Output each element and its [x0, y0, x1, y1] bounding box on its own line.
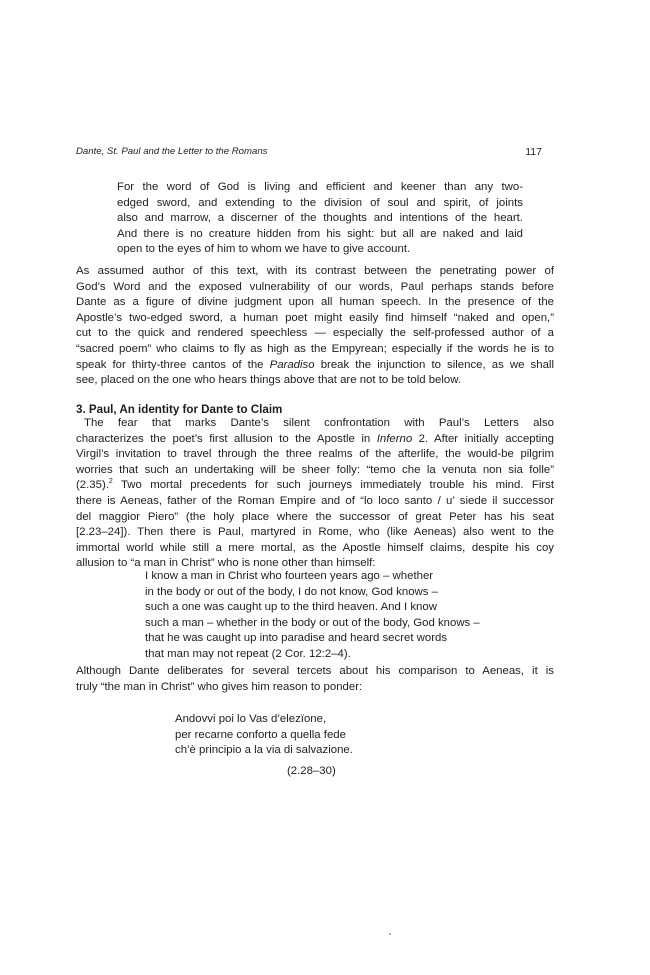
block-quote-hebrews: [117, 180, 523, 258]
paragraph-paul-author: [76, 264, 554, 389]
verse-line: Andovvi poi lo Vas d’elezïone,: [175, 713, 327, 725]
quote-line: such a one was caught up to the third heaven. And I know: [145, 601, 437, 614]
verse-quote: [175, 712, 475, 759]
quote-line: that he was caught up into paradise and heard secret words: [145, 632, 448, 645]
quote-line: such a man – whether in the body or out of the body, God knows –: [145, 616, 480, 629]
paragraph-line: cut to the quick and rendered speechless — especially the self-professed author of a: [76, 327, 554, 340]
text-run: Two mortal precedents for such journeys immediately trouble his mind. First: [112, 479, 554, 492]
italic-title-paradiso: Paradiso: [269, 358, 315, 371]
running-head-title: Dante, St. Paul and the Letter to the Romans: [76, 146, 268, 157]
running-head: [76, 145, 542, 159]
quote-line: also and marrow, a discerner of the thoughts and intentions of the heart.: [117, 212, 523, 225]
paragraph-line: see, placed on the one who hears things above that are not to be told below.: [76, 374, 462, 387]
paragraph-line: Virgil’s invitation to travel through the three realms of the afterlife, the would-be pilgrim: [76, 448, 554, 461]
italic-title-inferno: Inferno: [376, 432, 413, 445]
paragraph-fear: [76, 416, 554, 572]
paragraph-line: worries that such an undertaking will be sheer folly: “temo che la venuta non sia folle”: [76, 463, 554, 476]
paragraph-line: [76, 478, 554, 494]
verse-citation: (2.28–30): [287, 765, 336, 777]
scan-speck: [389, 933, 391, 935]
paragraph-line: As assumed author of this text, with its contrast between the penetrating power of: [76, 265, 554, 277]
verse-line: per recarne conforto a quella fede: [175, 728, 346, 741]
paragraph-line: immortal world while still a mere mortal, as the Apostle himself claims, despite his coy: [76, 541, 554, 554]
paragraph-line: [76, 358, 554, 374]
quote-line: in the body or out of the body, I do not know, God knows –: [145, 585, 438, 598]
text-run: (2.35).: [76, 479, 109, 492]
footnote-marker: 2: [108, 478, 113, 486]
text-run: break the injunction to silence, as we shall: [314, 358, 554, 371]
paragraph-line: allusion to “a man in Christ” who is none other than himself:: [76, 557, 376, 570]
paragraph-line: God’s Word and the exposed vulnerability of our words, Paul perhaps stands before: [76, 280, 554, 293]
quote-line: For the word of God is living and efficient and keener than any two-: [117, 181, 523, 193]
quote-line: that man may not repeat (2 Cor. 12:2–4).: [145, 647, 351, 660]
quote-line: open to the eyes of him to whom we have to give account.: [117, 243, 411, 256]
text-run: 2. After initially accepting: [412, 432, 554, 445]
paragraph-line: Apostle’s two-edged sword, a human poet might easily find himself “naked and open,”: [76, 311, 554, 324]
paragraph-line: truly “the man in Christ” who gives him reason to ponder:: [76, 680, 363, 693]
verse-line: ch’è principio a la via di salvazione.: [175, 744, 353, 757]
paragraph-line: The fear that marks Dante’s silent confrontation with Paul’s Letters also: [84, 417, 554, 429]
text-run: speak for thirty-three cantos of the: [76, 358, 270, 371]
paragraph-line: [76, 432, 554, 448]
quote-line: I know a man in Christ who fourteen years ago – whether: [145, 570, 434, 582]
text-run: characterizes the poet’s first allusion to the Apostle in: [76, 432, 377, 445]
paragraph-aeneas: [76, 664, 554, 695]
page-number: 117: [525, 146, 542, 158]
quote-line: And there is no creature hidden from his sight: but all are naked and laid: [117, 227, 523, 240]
paragraph-line: del maggior Piero” (the holy place where the successor of great Peter has his seat: [76, 510, 554, 523]
section-heading: 3. Paul, An identity for Dante to Claim: [76, 403, 283, 416]
paragraph-line: [2.23–24]). Then there is Paul, martyred in Rome, who (like Aeneas) also went to the: [76, 526, 554, 539]
paragraph-line: there is Aeneas, father of the Roman Empire and of “lo loco santo / u’ siede il successor: [76, 494, 554, 507]
paragraph-line: “sacred poem” who claims to fly as high as the Empyrean; especially if the words he is to: [76, 342, 554, 355]
paragraph-line: Dante as a figure of divine judgment upon all human speech. In the presence of the: [76, 296, 554, 309]
quote-line: edged sword, and extending to the division of soul and spirit, of joints: [117, 196, 523, 209]
block-quote-corinthians: [145, 569, 525, 663]
paragraph-line: Although Dante deliberates for several tercets about his comparison to Aeneas, it is: [76, 665, 554, 677]
